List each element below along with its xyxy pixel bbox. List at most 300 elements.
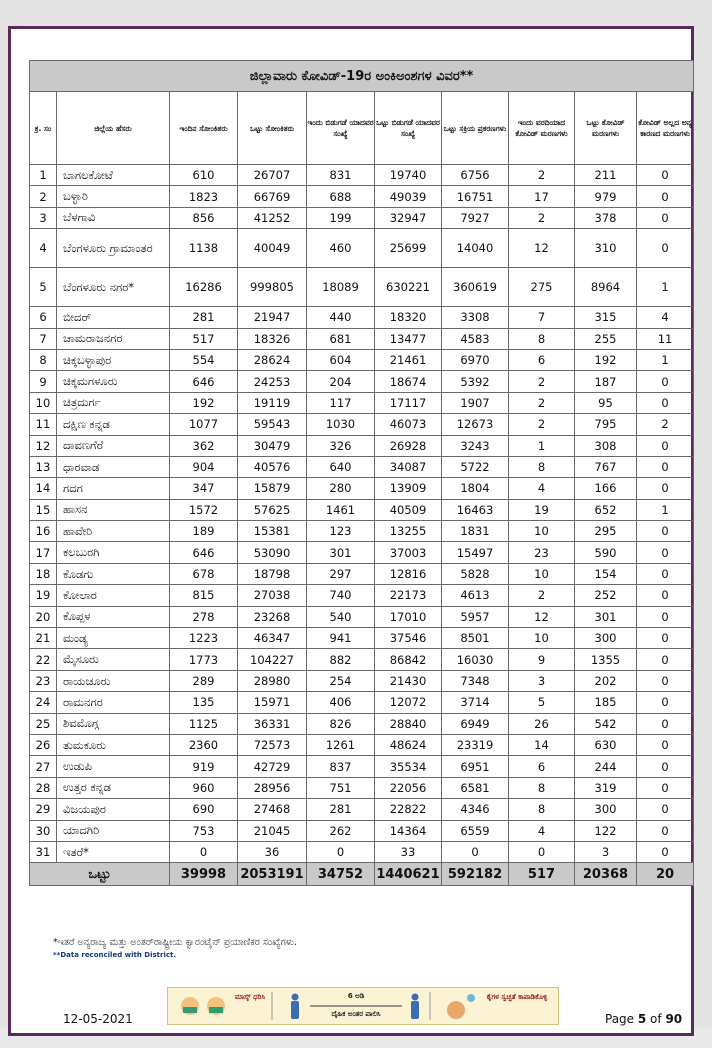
value-cell: 46347 (238, 628, 307, 649)
value-cell: 2 (509, 165, 575, 186)
value-cell: 0 (637, 841, 694, 862)
value-cell: 281 (307, 799, 375, 820)
serial-cell: 13 (30, 456, 57, 477)
value-cell: 15381 (238, 521, 307, 542)
value-cell: 27038 (238, 585, 307, 606)
value-cell: 22822 (375, 799, 442, 820)
value-cell: 678 (170, 563, 238, 584)
district-name-cell: ಹಾವೇರಿ (57, 521, 170, 542)
value-cell: 300 (575, 628, 637, 649)
district-name-cell: ಮಂಡ್ಯ (57, 628, 170, 649)
district-name-cell: ಇತರೆ* (57, 841, 170, 862)
value-cell: 6559 (442, 820, 509, 841)
value-cell: 604 (307, 349, 375, 370)
value-cell: 882 (307, 649, 375, 670)
value-cell: 14364 (375, 820, 442, 841)
value-cell: 21947 (238, 307, 307, 328)
value-cell: 6949 (442, 713, 509, 734)
value-cell: 16030 (442, 649, 509, 670)
value-cell: 646 (170, 371, 238, 392)
value-cell: 1 (637, 268, 694, 307)
value-cell: 3243 (442, 435, 509, 456)
banner-distance-value: 6 ಅಡಿ (347, 992, 365, 1000)
district-name-cell: ಧಾರವಾಡ (57, 456, 170, 477)
total-value-cell: 20368 (575, 863, 637, 886)
value-cell: 17 (509, 186, 575, 207)
district-name-cell: ಚಾಮರಾಜನಗರ (57, 328, 170, 349)
value-cell: 301 (307, 542, 375, 563)
district-name-cell: ಚಿಕ್ಕಬಳ್ಳಾಪುರ (57, 349, 170, 370)
table-row (30, 186, 694, 207)
value-cell: 7927 (442, 207, 509, 228)
value-cell: 0 (637, 478, 694, 499)
value-cell: 2 (509, 207, 575, 228)
district-name-cell: ಉಡುಪಿ (57, 756, 170, 777)
table-row (30, 820, 694, 841)
value-cell: 360619 (442, 268, 509, 307)
value-cell: 690 (170, 799, 238, 820)
value-cell: 21045 (238, 820, 307, 841)
value-cell: 0 (637, 713, 694, 734)
value-cell: 542 (575, 713, 637, 734)
value-cell: 2360 (170, 734, 238, 755)
value-cell: 0 (637, 692, 694, 713)
column-header: ಒಟ್ಟು ಬಿಡುಗಡೆ ಯಾದವರ ಸಂಖ್ಯೆ (375, 92, 442, 165)
value-cell: 13477 (375, 328, 442, 349)
value-cell: 40049 (238, 229, 307, 268)
serial-cell: 25 (30, 713, 57, 734)
value-cell: 0 (637, 670, 694, 691)
serial-cell: 12 (30, 435, 57, 456)
value-cell: 308 (575, 435, 637, 456)
table-row (30, 414, 694, 435)
serial-cell: 15 (30, 499, 57, 520)
value-cell: 37546 (375, 628, 442, 649)
value-cell: 4583 (442, 328, 509, 349)
table-row (30, 207, 694, 228)
serial-cell: 6 (30, 307, 57, 328)
table-row (30, 349, 694, 370)
value-cell: 378 (575, 207, 637, 228)
water-drop-icon (467, 994, 475, 1002)
value-cell: 122 (575, 820, 637, 841)
value-cell: 36331 (238, 713, 307, 734)
value-cell: 18674 (375, 371, 442, 392)
value-cell: 289 (170, 670, 238, 691)
value-cell: 0 (637, 165, 694, 186)
table-row (30, 841, 694, 862)
value-cell: 204 (307, 371, 375, 392)
value-cell: 0 (637, 229, 694, 268)
value-cell: 1773 (170, 649, 238, 670)
page-number (605, 1012, 682, 1026)
value-cell: 740 (307, 585, 375, 606)
value-cell: 0 (637, 186, 694, 207)
value-cell: 278 (170, 606, 238, 627)
value-cell: 904 (170, 456, 238, 477)
district-name-cell: ಕಲಬುರಗಿ (57, 542, 170, 563)
report-date: 12-05-2021 (63, 1012, 133, 1026)
value-cell: 135 (170, 692, 238, 713)
value-cell: 7 (509, 307, 575, 328)
district-name-cell: ಬಳ್ಳಾರಿ (57, 186, 170, 207)
value-cell: 1030 (307, 414, 375, 435)
column-header: ಒಟ್ಟು ಕೋವಿಡ್ ಮರಣಗಳು (575, 92, 637, 165)
value-cell: 72573 (238, 734, 307, 755)
value-cell: 300 (575, 799, 637, 820)
value-cell: 28840 (375, 713, 442, 734)
table-row (30, 563, 694, 584)
value-cell: 187 (575, 371, 637, 392)
value-cell: 440 (307, 307, 375, 328)
table-title: ಜಿಲ್ಲಾವಾರು ಕೋವಿಡ್-19ರ ಅಂಕಿಅಂಶಗಳ ವಿವರ** (30, 61, 694, 92)
value-cell: 347 (170, 478, 238, 499)
serial-cell: 19 (30, 585, 57, 606)
column-header: ಜಿಲ್ಲೆಯ ಹೆಸರು (57, 92, 170, 165)
value-cell: 12072 (375, 692, 442, 713)
value-cell: 199 (307, 207, 375, 228)
value-cell: 2 (509, 414, 575, 435)
table-row (30, 670, 694, 691)
serial-cell: 7 (30, 328, 57, 349)
value-cell: 42729 (238, 756, 307, 777)
value-cell: 9 (509, 649, 575, 670)
value-cell: 1823 (170, 186, 238, 207)
value-cell: 5828 (442, 563, 509, 584)
value-cell: 15971 (238, 692, 307, 713)
value-cell: 4346 (442, 799, 509, 820)
total-value-cell: 2053191 (238, 863, 307, 886)
value-cell: 0 (637, 734, 694, 755)
serial-cell: 22 (30, 649, 57, 670)
covid-district-table (29, 60, 694, 886)
value-cell: 1125 (170, 713, 238, 734)
table-row (30, 456, 694, 477)
column-header: ಒಟ್ಟು ಸೋಂಕಿತರು (238, 92, 307, 165)
value-cell: 280 (307, 478, 375, 499)
column-header: ಇಂದು ವರದಿಯಾದ ಕೋವಿಡ್ ಮರಣಗಳು (509, 92, 575, 165)
value-cell: 826 (307, 713, 375, 734)
serial-cell: 28 (30, 777, 57, 798)
serial-cell: 30 (30, 820, 57, 841)
value-cell: 12 (509, 606, 575, 627)
value-cell: 2 (509, 585, 575, 606)
value-cell: 4 (509, 478, 575, 499)
serial-cell: 23 (30, 670, 57, 691)
serial-cell: 9 (30, 371, 57, 392)
serial-cell: 24 (30, 692, 57, 713)
value-cell: 0 (307, 841, 375, 862)
district-name-cell: ದಕ್ಷಿಣ ಕನ್ನಡ (57, 414, 170, 435)
value-cell: 460 (307, 229, 375, 268)
value-cell: 2 (509, 371, 575, 392)
value-cell: 14 (509, 734, 575, 755)
district-name-cell: ಬೆಂಗಳೂರು ಗ್ರಾಮಾಂತರ (57, 229, 170, 268)
value-cell: 86842 (375, 649, 442, 670)
value-cell: 0 (637, 435, 694, 456)
district-name-cell: ರಾಯಚೂರು (57, 670, 170, 691)
value-cell: 0 (637, 371, 694, 392)
value-cell: 326 (307, 435, 375, 456)
value-cell: 18089 (307, 268, 375, 307)
serial-cell: 27 (30, 756, 57, 777)
value-cell: 166 (575, 478, 637, 499)
value-cell: 0 (637, 456, 694, 477)
value-cell: 297 (307, 563, 375, 584)
value-cell: 26928 (375, 435, 442, 456)
value-cell: 5722 (442, 456, 509, 477)
value-cell: 4613 (442, 585, 509, 606)
district-name-cell: ವಿಜಯಪುರ (57, 799, 170, 820)
serial-cell: 20 (30, 606, 57, 627)
value-cell: 640 (307, 456, 375, 477)
value-cell: 6756 (442, 165, 509, 186)
value-cell: 57625 (238, 499, 307, 520)
value-cell: 252 (575, 585, 637, 606)
value-cell: 28980 (238, 670, 307, 691)
value-cell: 960 (170, 777, 238, 798)
value-cell: 275 (509, 268, 575, 307)
district-name-cell: ಮೈಸೂರು (57, 649, 170, 670)
value-cell: 1077 (170, 414, 238, 435)
value-cell: 1138 (170, 229, 238, 268)
value-cell: 3714 (442, 692, 509, 713)
value-cell: 815 (170, 585, 238, 606)
value-cell: 59543 (238, 414, 307, 435)
value-cell: 590 (575, 542, 637, 563)
value-cell: 53090 (238, 542, 307, 563)
value-cell: 0 (442, 841, 509, 862)
district-name-cell: ಗದಗ (57, 478, 170, 499)
value-cell: 2 (637, 414, 694, 435)
value-cell: 7348 (442, 670, 509, 691)
value-cell: 3 (509, 670, 575, 691)
value-cell: 0 (637, 563, 694, 584)
value-cell: 315 (575, 307, 637, 328)
value-cell: 17010 (375, 606, 442, 627)
district-name-cell: ಚಿಕ್ಕಮಗಳೂರು (57, 371, 170, 392)
value-cell: 941 (307, 628, 375, 649)
serial-cell: 17 (30, 542, 57, 563)
value-cell: 10 (509, 628, 575, 649)
value-cell: 362 (170, 435, 238, 456)
value-cell: 23 (509, 542, 575, 563)
district-name-cell: ತುಮಕೂರು (57, 734, 170, 755)
district-name-cell: ಬೆಂಗಳೂರು ನಗರ* (57, 268, 170, 307)
value-cell: 999805 (238, 268, 307, 307)
table-row (30, 307, 694, 328)
table-row (30, 734, 694, 755)
table-row (30, 692, 694, 713)
person-icon-left (292, 994, 299, 1001)
value-cell: 751 (307, 777, 375, 798)
value-cell: 0 (637, 777, 694, 798)
value-cell: 0 (509, 841, 575, 862)
value-cell: 0 (637, 585, 694, 606)
mask-icon (183, 1007, 197, 1013)
value-cell: 8 (509, 777, 575, 798)
header-row (30, 92, 694, 165)
value-cell: 8 (509, 328, 575, 349)
serial-cell: 29 (30, 799, 57, 820)
value-cell: 630221 (375, 268, 442, 307)
value-cell: 35534 (375, 756, 442, 777)
table-row (30, 478, 694, 499)
column-header: ಕೋವಿಡ್ ಅಲ್ಲದ ಅನ್ಯ ಕಾರಣದ ಮರಣಗಳು (637, 92, 694, 165)
table-row (30, 392, 694, 413)
value-cell: 406 (307, 692, 375, 713)
table-row (30, 521, 694, 542)
value-cell: 0 (637, 207, 694, 228)
table-row (30, 499, 694, 520)
table-row (30, 713, 694, 734)
value-cell: 21461 (375, 349, 442, 370)
serial-cell: 1 (30, 165, 57, 186)
table-row (30, 165, 694, 186)
value-cell: 49039 (375, 186, 442, 207)
value-cell: 12673 (442, 414, 509, 435)
value-cell: 25699 (375, 229, 442, 268)
district-name-cell: ಕೋಲಾರ (57, 585, 170, 606)
value-cell: 24253 (238, 371, 307, 392)
column-header: ಕ್ರ. ಸಂ (30, 92, 57, 165)
serial-cell: 10 (30, 392, 57, 413)
value-cell: 95 (575, 392, 637, 413)
value-cell: 1831 (442, 521, 509, 542)
value-cell: 5957 (442, 606, 509, 627)
value-cell: 255 (575, 328, 637, 349)
total-value-cell: 20 (637, 863, 694, 886)
value-cell: 28956 (238, 777, 307, 798)
serial-cell: 16 (30, 521, 57, 542)
value-cell: 554 (170, 349, 238, 370)
value-cell: 40509 (375, 499, 442, 520)
value-cell: 19 (509, 499, 575, 520)
value-cell: 831 (307, 165, 375, 186)
serial-cell: 31 (30, 841, 57, 862)
value-cell: 46073 (375, 414, 442, 435)
value-cell: 33 (375, 841, 442, 862)
value-cell: 18320 (375, 307, 442, 328)
table-row (30, 435, 694, 456)
value-cell: 319 (575, 777, 637, 798)
value-cell: 185 (575, 692, 637, 713)
value-cell: 22056 (375, 777, 442, 798)
value-cell: 19740 (375, 165, 442, 186)
total-value-cell: 39998 (170, 863, 238, 886)
value-cell: 837 (307, 756, 375, 777)
value-cell: 17117 (375, 392, 442, 413)
column-header: ಇಂದು ಬಿಡುಗಡೆ ಯಾದವರ ಸಂಖ್ಯೆ (307, 92, 375, 165)
value-cell: 4 (637, 307, 694, 328)
value-cell: 254 (307, 670, 375, 691)
value-cell: 21430 (375, 670, 442, 691)
value-cell: 630 (575, 734, 637, 755)
value-cell: 16751 (442, 186, 509, 207)
page-current: 5 (637, 1012, 647, 1026)
district-name-cell: ಕೊಡಗು (57, 563, 170, 584)
district-name-cell: ಬೀದರ್ (57, 307, 170, 328)
value-cell: 202 (575, 670, 637, 691)
value-cell: 4 (509, 820, 575, 841)
value-cell: 16286 (170, 268, 238, 307)
value-cell: 23268 (238, 606, 307, 627)
value-cell: 0 (637, 521, 694, 542)
serial-cell: 26 (30, 734, 57, 755)
value-cell: 22173 (375, 585, 442, 606)
value-cell: 18326 (238, 328, 307, 349)
value-cell: 0 (170, 841, 238, 862)
value-cell: 1461 (307, 499, 375, 520)
value-cell: 244 (575, 756, 637, 777)
footnote-others: *ಇತರೆ ಅನ್ಯರಾಜ್ಯ ಮತ್ತು ಅಂತರ್‌ರಾಷ್ಟ್ರೀಯ ಕ್ವಾರಂಟೈನ್ ಪ್ರಯಾಣಿಕರ ಸಂಖ್ಯೆಗಳು. (53, 937, 298, 948)
value-cell: 1 (637, 499, 694, 520)
district-name-cell: ರಾಮನಗರ (57, 692, 170, 713)
value-cell: 15879 (238, 478, 307, 499)
value-cell: 310 (575, 229, 637, 268)
value-cell: 1572 (170, 499, 238, 520)
value-cell: 11 (637, 328, 694, 349)
district-name-cell: ಕೊಪ್ಪಳ (57, 606, 170, 627)
value-cell: 41252 (238, 207, 307, 228)
page-prefix: Page (605, 1012, 638, 1026)
value-cell: 192 (170, 392, 238, 413)
value-cell: 681 (307, 328, 375, 349)
value-cell: 192 (575, 349, 637, 370)
serial-cell: 18 (30, 563, 57, 584)
serial-cell: 5 (30, 268, 57, 307)
page-total: 90 (665, 1012, 683, 1026)
value-cell: 8501 (442, 628, 509, 649)
district-name-cell: ಉತ್ತರ ಕನ್ನಡ (57, 777, 170, 798)
column-header: ಇಂದಿನ ಸೋಂಕಿತರು (170, 92, 238, 165)
value-cell: 610 (170, 165, 238, 186)
value-cell: 0 (637, 392, 694, 413)
value-cell: 0 (637, 606, 694, 627)
value-cell: 2 (509, 392, 575, 413)
value-cell: 6 (509, 349, 575, 370)
value-cell: 0 (637, 820, 694, 841)
banner-hands-text: ಕೈಗಳ ಸ್ವಚ್ಛತೆ ಕಾಪಾಡಿಕೊಳ್ಳಿ (486, 993, 548, 1001)
value-cell: 12816 (375, 563, 442, 584)
total-value-cell: 517 (509, 863, 575, 886)
serial-cell: 14 (30, 478, 57, 499)
value-cell: 753 (170, 820, 238, 841)
value-cell: 295 (575, 521, 637, 542)
covid-advisory-banner (167, 987, 559, 1025)
footnote-reconciled: **Data reconciled with District. (53, 951, 177, 959)
value-cell: 189 (170, 521, 238, 542)
value-cell: 117 (307, 392, 375, 413)
value-cell: 34087 (375, 456, 442, 477)
mask-icon-2 (209, 1007, 223, 1013)
value-cell: 5392 (442, 371, 509, 392)
value-cell: 1261 (307, 734, 375, 755)
value-cell: 13255 (375, 521, 442, 542)
value-cell: 23319 (442, 734, 509, 755)
value-cell: 48624 (375, 734, 442, 755)
value-cell: 18798 (238, 563, 307, 584)
value-cell: 0 (637, 542, 694, 563)
value-cell: 32947 (375, 207, 442, 228)
value-cell: 40576 (238, 456, 307, 477)
value-cell: 10 (509, 563, 575, 584)
table-row (30, 799, 694, 820)
value-cell: 1804 (442, 478, 509, 499)
value-cell: 14040 (442, 229, 509, 268)
value-cell: 15497 (442, 542, 509, 563)
value-cell: 154 (575, 563, 637, 584)
